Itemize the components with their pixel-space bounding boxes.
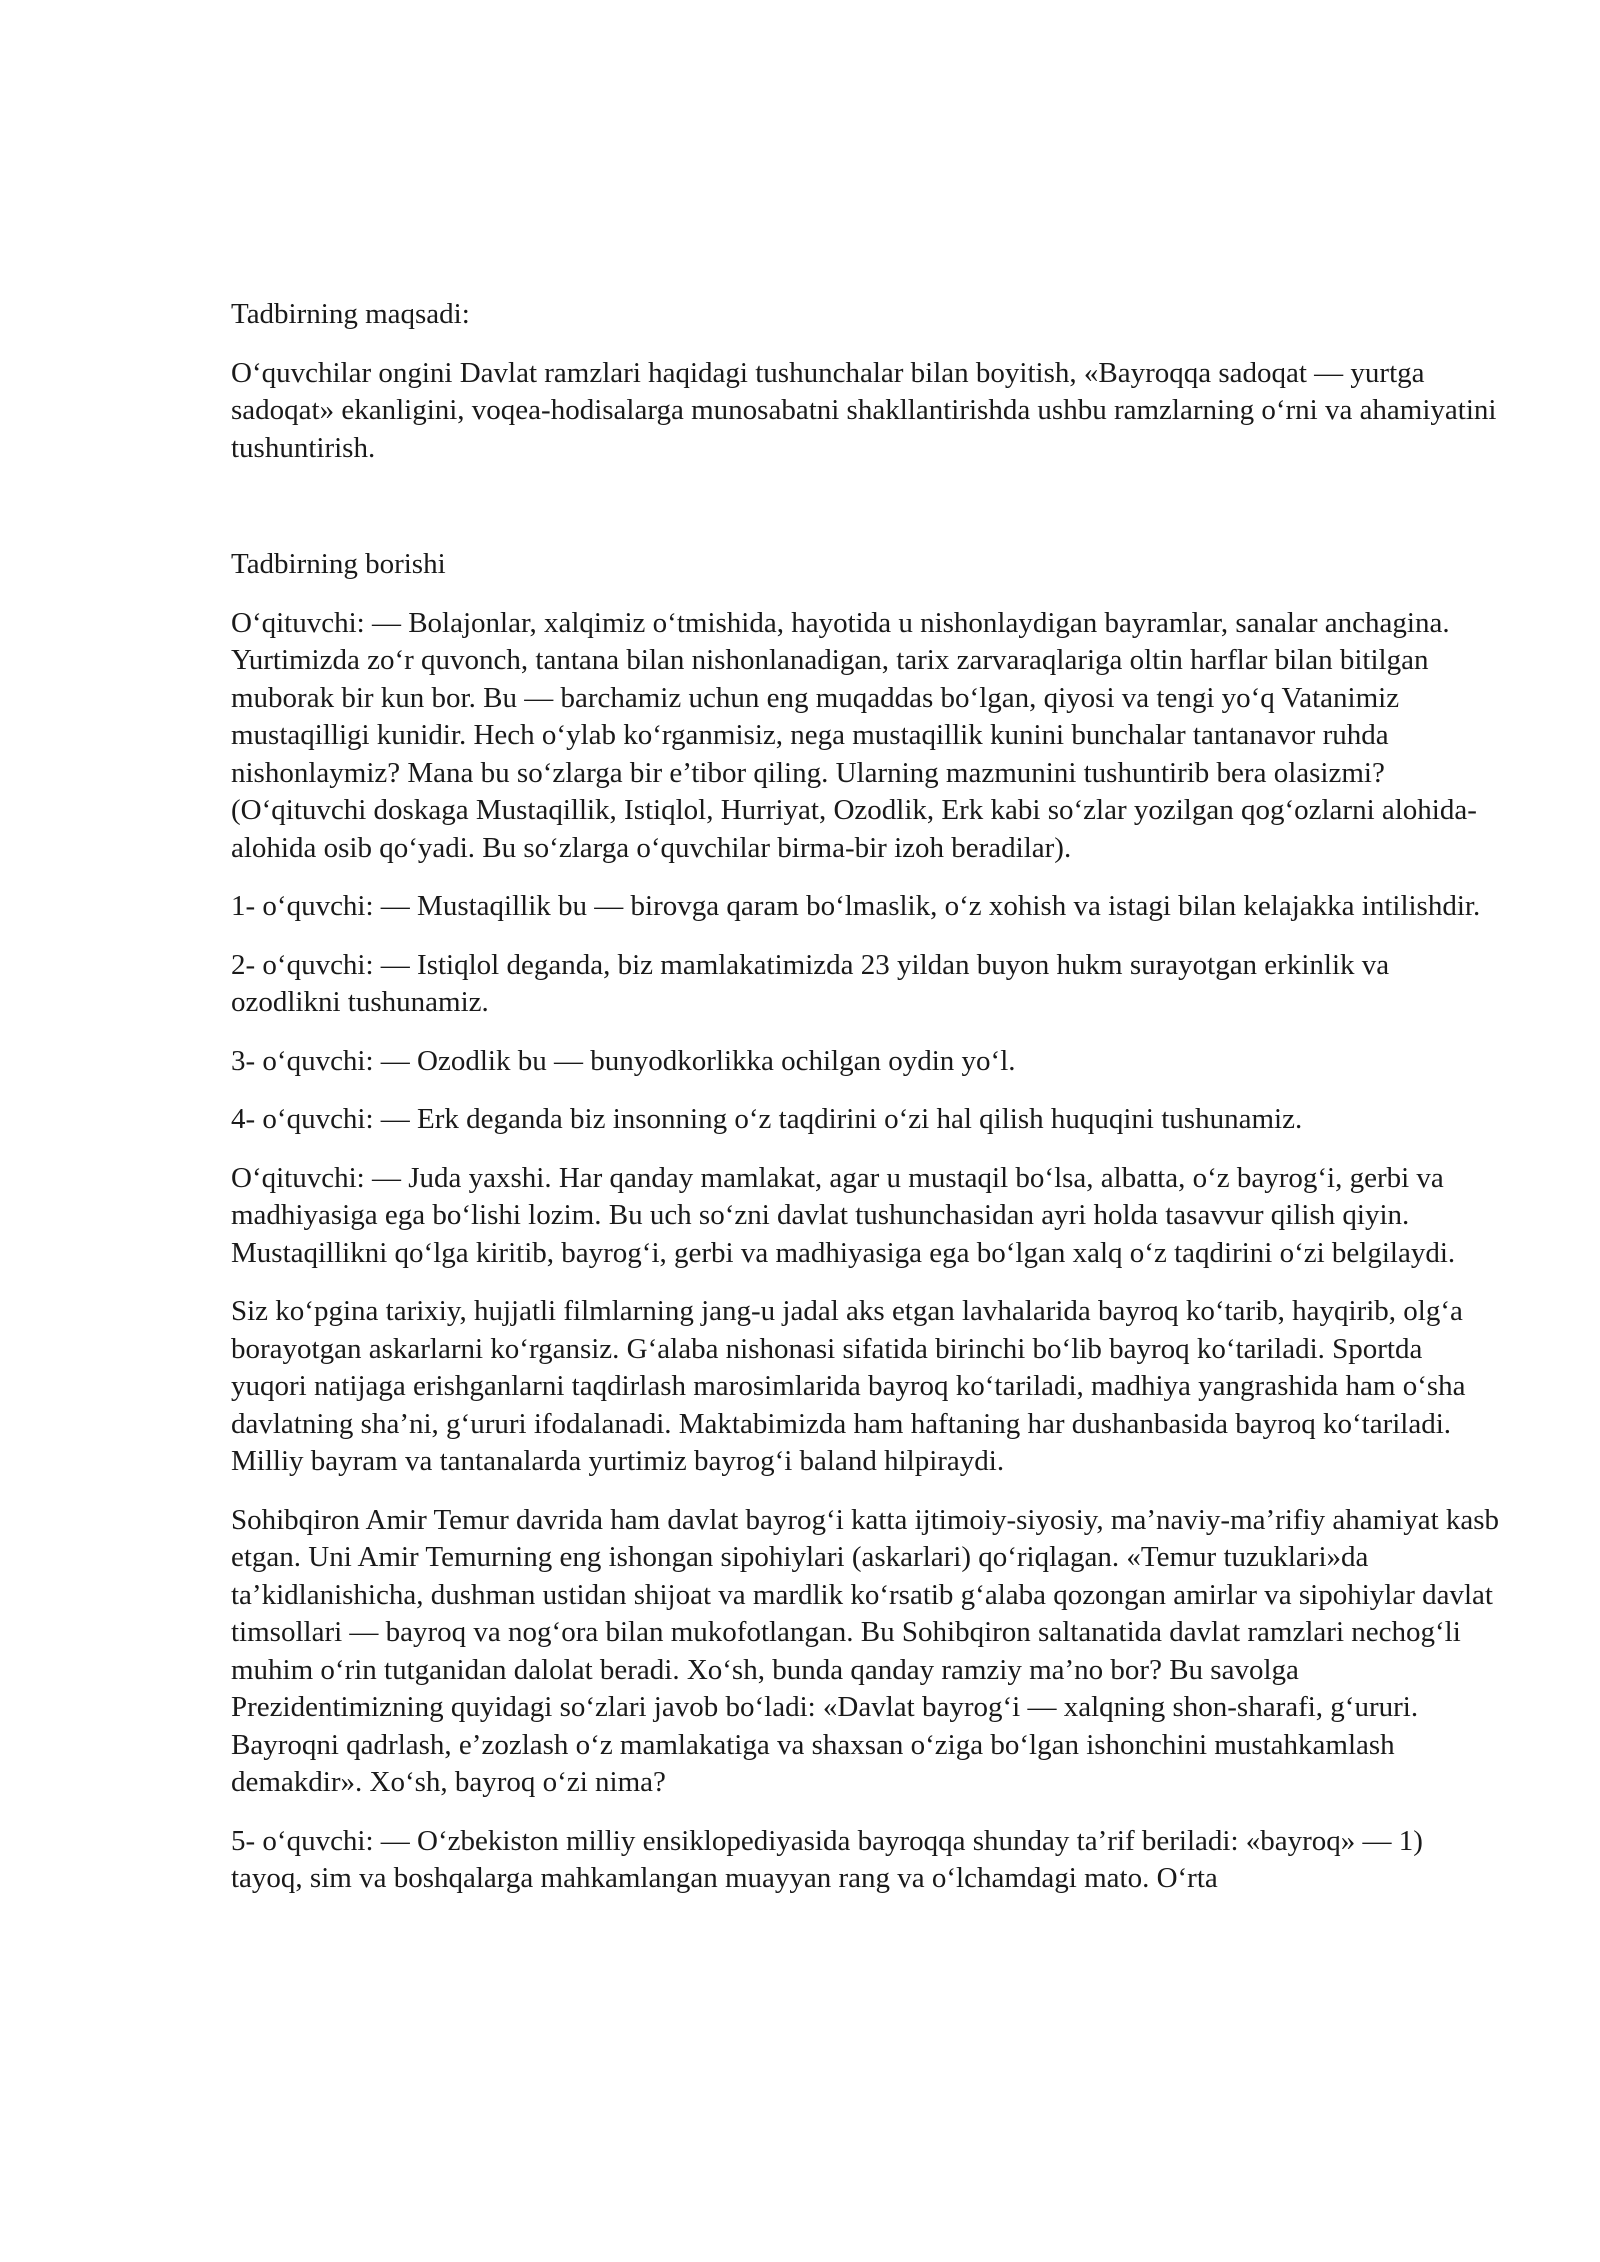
process-heading: Tadbirning borishi (231, 548, 446, 580)
paragraph-student-2: 2- o‘quvchi: — Istiqlol deganda, biz mamlakatimizda 23 yildan buyon hukm surayotgan erkinlik va ozodlikni tushunamiz. (231, 948, 1390, 1018)
goal-heading: Tadbirning maqsadi: (231, 298, 470, 330)
section-spacer (231, 488, 1501, 546)
paragraph-films: Siz ko‘pgina tarixiy, hujjatli filmlarning jang-u jadal aks etgan lavhalarida bayroq ko‘tarib, hayqirib, olg‘a borayotgan askarlarni ko‘rgansiz. G‘alaba nishonasi sifatida birinchi bo‘lib bayroq ko‘tariladi. Sportda yuqori natijaga erishganlarni taqdirlash marosimlarida bayroq ko‘tariladi, madhiya yangrashida ham o‘sha davlatning sha’ni, g‘ururi ifodalanadi. Maktabimizda ham haftaning har dushanbasida bayroq ko‘tariladi. Milliy bayram va tantanalarda yurtimiz bayrog‘i baland hilpiraydi. (231, 1295, 1466, 1477)
document-body (231, 296, 1501, 1919)
paragraph-amir-temur: Sohibqiron Amir Temur davrida ham davlat bayrog‘i katta ijtimoiy-siyosiy, ma’naviy-ma’rifiy ahamiyat kasb etgan. Uni Amir Temurning eng ishongan sipohiylari (askarlari) qo‘riqlagan. «Temur tuzuklari»da ta’kidlanishicha, dushman ustidan shijoat va mardlik ko‘rsatib g‘alaba qozongan amirlar va sipohiylar davlat timsollari — bayroq va nog‘ora bilan mukofotlangan. Bu Sohibqiron saltanatida davlat ramzlari nechog‘li muhim o‘rin tutganidan dalolat beradi. Xo‘sh, bunda qanday ramziy ma’no bor? Bu savolga Prezidentimizning quyidagi so‘zlari javob bo‘ladi: «Davlat bayrog‘i — xalqning shon-sharafi, g‘ururi. Bayroqni qadrlash, e’zozlash o‘z mamlakatiga va shaxsan o‘ziga bo‘lgan ishonchini mustahkamlash demakdir». Xo‘sh, bayroq o‘zi nima? (231, 1503, 1500, 1798)
paragraph-teacher-response: O‘qituvchi: — Juda yaxshi. Har qanday mamlakat, agar u mustaqil bo‘lsa, albatta, o‘z bayrog‘i, gerbi va madhiyasiga ega bo‘lishi lozim. Bu uch so‘zni davlat tushunchasidan ayri holda tasavvur qilish qiyin. Mustaqillikni qo‘lga kiritib, bayrog‘i, gerbi va madhiyasiga ega bo‘lgan xalq o‘z taqdirini o‘zi belgilaydi. (231, 1161, 1456, 1269)
paragraph-student-1: 1- o‘quvchi: — Mustaqillik bu — birovga qaram bo‘lmaslik, o‘z xohish va istagi bilan kelajakka intilishdir. (231, 890, 1481, 922)
paragraph-student-4: 4- o‘quvchi: — Erk deganda biz insonning o‘z taqdirini o‘zi hal qilish huquqini tushunamiz. (231, 1103, 1303, 1135)
paragraph-teacher-intro: O‘qituvchi: — Bolajonlar, xalqimiz o‘tmishida, hayotida u nishonlaydigan bayramlar, sanalar anchagina. Yurtimizda zo‘r quvonch, tantana bilan nishonlanadigan, tarix zarvaraqlariga oltin harflar bilan bitilgan muborak bir kun bor. Bu — barchamiz uchun eng muqaddas bo‘lgan, qiyosi va tengi yo‘q Vatanimiz mustaqilligi kunidir. Hech o‘ylab ko‘rganmisiz, nega mustaqillik kunini bunchalar tantanavor ruhda nishonlaymiz? Mana bu so‘zlarga bir e’tibor qiling. Ularning mazmunini tushuntirib bera olasizmi? (O‘qituvchi doskaga Mustaqillik, Istiqlol, Hurriyat, Ozodlik, Erk kabi so‘zlar yozilgan qog‘ozlarni alohida-alohida osib qo‘yadi. Bu so‘zlarga o‘quvchilar birma-bir izoh beradilar). (231, 606, 1477, 864)
goal-paragraph: O‘quvchilar ongini Davlat ramzlari haqidagi tushunchalar bilan boyitish, «Bayroqqa sadoqat — yurtga sadoqat» ekanligini, voqea-hodisalarga munosabatni shakllantirishda ushbu ramzlarning o‘rni va ahamiyatini tushuntirish. (231, 356, 1497, 464)
paragraph-student-5: 5- o‘quvchi: — O‘zbekiston milliy ensiklopediyasida bayroqqa shunday ta’rif beriladi: «bayroq» — 1) tayoq, sim va boshqalarga mahkamlangan muayyan rang va o‘lchamdagi mato. O‘rta (231, 1824, 1423, 1894)
paragraph-student-3: 3- o‘quvchi: — Ozodlik bu — bunyodkorlikka ochilgan oydin yo‘l. (231, 1044, 1016, 1077)
